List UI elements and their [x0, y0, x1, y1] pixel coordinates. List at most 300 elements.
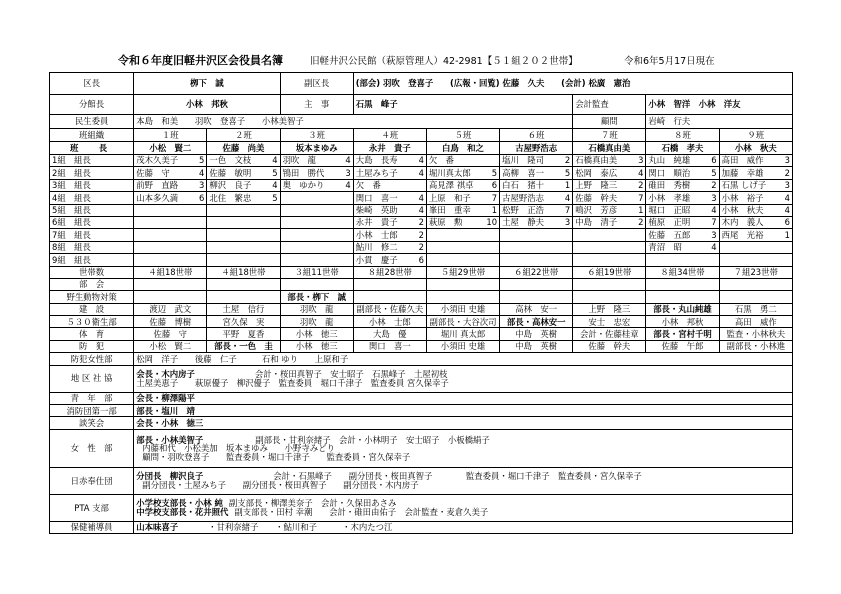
- kumicho-name: 鳴沢 芳彦: [573, 204, 629, 216]
- kumicho-name: 高柳 喜一: [500, 167, 556, 179]
- kumicho-name: [426, 254, 482, 266]
- kansa-names: 小林 智洋 小林 洋友: [646, 95, 793, 115]
- label-minsei: 民生委員: [50, 115, 134, 129]
- table-row: [50, 494, 793, 521]
- han-header: ７班: [573, 129, 646, 142]
- bukai-member: 小松 賢二: [134, 340, 207, 352]
- bunkan-name: 小林 邦秋: [134, 95, 280, 115]
- table-row: [50, 216, 793, 228]
- shobo-chief: 部長・塩川 靖: [134, 405, 793, 417]
- empty-cell: [646, 278, 719, 290]
- bukai-member: [573, 291, 646, 303]
- kumicho-name: [573, 229, 629, 241]
- table-row: [50, 278, 793, 290]
- kumicho-name: 鴇田 勝代: [280, 167, 336, 179]
- household-count: [336, 241, 353, 253]
- kumi-label: 3組 組長: [50, 179, 134, 191]
- minsei-names: 本島 和美 羽吹 登喜子 小林美智子: [134, 115, 573, 129]
- household-count: 3: [702, 192, 719, 204]
- bukai-member: 小須田 史雄: [426, 340, 499, 352]
- household-count: [190, 216, 207, 228]
- household-count: 3: [702, 229, 719, 241]
- bukai-member: 小須田 史雄: [426, 303, 499, 315]
- bukai-member: 会計・佐藤桂章: [573, 328, 646, 340]
- josei-line3: 顧問・羽吹登喜子 監査委員・堀口千津子 監査委員・宮久保幸子: [142, 451, 411, 462]
- chiku-members: [134, 365, 793, 392]
- table-row: [50, 429, 793, 467]
- household-count: [336, 216, 353, 228]
- bukai-member: 副部長・大谷次司: [426, 316, 499, 328]
- table-row: [50, 142, 793, 155]
- kumicho-name: 関口 喜一: [353, 192, 409, 204]
- kumicho-name: 柴崎 英助: [353, 204, 409, 216]
- hancho-name: 小林 秋夫: [719, 142, 792, 155]
- label-bunkan: 分館長: [50, 95, 134, 115]
- bukai-member: 中島 英樹: [500, 328, 573, 340]
- household-count: [190, 254, 207, 266]
- household-count: 1: [556, 179, 573, 191]
- pta-elementary-chair: 小学校支部長・小林 純: [136, 498, 223, 509]
- kumicho-name: 永井 貴子: [353, 216, 409, 228]
- han-header: １班: [134, 129, 207, 142]
- kumicho-name: 上野 隆三: [573, 179, 629, 191]
- kumicho-name: [500, 254, 556, 266]
- chiku-line2: 土屋美恵子 萩原優子 柳沢優子 監査委員 堀口千津子 監査委員 宮久保幸子: [136, 377, 449, 388]
- josei-members: [134, 429, 793, 467]
- label-hoken: 保健補導員: [50, 521, 134, 533]
- household-count: 1: [629, 204, 646, 216]
- setai-total: ５組29世帯: [426, 266, 499, 278]
- kumicho-name: 植原 正明: [646, 216, 702, 228]
- label-fuku: 副区長: [280, 73, 353, 95]
- household-count: 2: [409, 241, 426, 253]
- household-count: 5: [263, 167, 280, 179]
- label-bukai: 部 会: [50, 278, 134, 290]
- household-count: 4: [263, 179, 280, 191]
- bukai-member: 渡辺 武文: [134, 303, 207, 315]
- household-count: [190, 241, 207, 253]
- table-row: [50, 521, 793, 533]
- bukai-label: 建 設: [50, 303, 134, 315]
- household-count: [483, 254, 500, 266]
- household-count: 5: [702, 167, 719, 179]
- household-count: [483, 155, 500, 167]
- kumicho-name: 中島 清子: [573, 216, 629, 228]
- household-count: 6: [483, 179, 500, 191]
- table-row: [50, 73, 793, 95]
- bukai-label: 防 犯: [50, 340, 134, 352]
- kumicho-name: 欠 番: [353, 179, 409, 191]
- danwa-chair: 会長・小林 徳三: [134, 417, 793, 429]
- household-count: 5: [483, 167, 500, 179]
- hancho-name: 石橋 孝夫: [646, 142, 719, 155]
- table-row: [50, 179, 793, 191]
- label-hancho: 班 長: [50, 142, 134, 155]
- pta-line2: 副支部長・田村 幸潮 会計・碓田由佑子 会計監査・麦倉久美子: [234, 506, 489, 517]
- setai-total: ６組19世帯: [573, 266, 646, 278]
- kumicho-name: 前野 直路: [134, 179, 190, 191]
- kumicho-name: [207, 229, 263, 241]
- table-row: [50, 241, 793, 253]
- kumicho-name: [280, 192, 336, 204]
- kumicho-name: [573, 241, 629, 253]
- household-count: 6: [702, 155, 719, 167]
- bukai-member: [646, 291, 719, 303]
- kumicho-name: 萩原 勲: [426, 216, 482, 228]
- kumicho-name: [134, 204, 190, 216]
- setai-total: ４組18世帯: [134, 266, 207, 278]
- empty-cell: [134, 278, 207, 290]
- table-row: [50, 353, 793, 365]
- bukai-member: 平野 夏香: [207, 328, 280, 340]
- kumicho-name: [280, 241, 336, 253]
- household-count: 5: [263, 192, 280, 204]
- kumi-label: 2組 組長: [50, 167, 134, 179]
- kumicho-name: 松岡 泰広: [573, 167, 629, 179]
- kumicho-name: [134, 216, 190, 228]
- kumicho-name: 山本多久満: [134, 192, 190, 204]
- table-row: [50, 167, 793, 179]
- kumicho-name: 土屋みち子: [353, 167, 409, 179]
- komon-name: 岩崎 行夫: [646, 115, 793, 129]
- hancho-name: 永井 貴子: [353, 142, 426, 155]
- bouhan-josei-members: 松岡 洋子 後藤 仁子 石和 ゆり 上原和子: [134, 353, 793, 365]
- household-count: 5: [556, 167, 573, 179]
- bukai-member: 監査・小林秋夫: [719, 328, 792, 340]
- kumicho-name: 高見澤 祺卓: [426, 179, 482, 191]
- kumicho-name: 上原 和子: [426, 192, 482, 204]
- table-row: [50, 417, 793, 429]
- empty-cell: [426, 278, 499, 290]
- label-shobo: 消防団第一部: [50, 405, 134, 417]
- household-count: 4: [336, 179, 353, 191]
- kumicho-name: 小林 秋夫: [719, 204, 775, 216]
- household-count: 4: [409, 192, 426, 204]
- label-kansa: 会計監査: [573, 95, 646, 115]
- bukai-member: 堀川 真太郎: [426, 328, 499, 340]
- bukai-label: ５３０衛生部: [50, 316, 134, 328]
- label-han-soshiki: 班組織: [50, 129, 134, 142]
- table-row: [50, 115, 793, 129]
- label-danwa: 談笑会: [50, 417, 134, 429]
- han-header: ４班: [353, 129, 426, 142]
- pta-line1: 副支部長・柳澤美奈子 会計・久保田あさみ: [228, 498, 397, 509]
- bukai-member: [353, 291, 426, 303]
- kumicho-name: 佐藤 守: [134, 167, 190, 179]
- table-row: [50, 155, 793, 167]
- household-count: 6: [190, 192, 207, 204]
- household-count: [190, 204, 207, 216]
- household-count: [336, 254, 353, 266]
- household-count: 4: [190, 167, 207, 179]
- kumicho-name: 堀川真太郎: [426, 167, 482, 179]
- label-chiku: 地 区 社 協: [50, 365, 134, 392]
- household-count: [556, 254, 573, 266]
- bukai-member: 上野 隆三: [573, 303, 646, 315]
- bukai-label: 体 育: [50, 328, 134, 340]
- kumicho-name: [426, 229, 482, 241]
- household-count: [629, 241, 646, 253]
- table-row: [50, 365, 793, 392]
- kumicho-name: [500, 229, 556, 241]
- household-count: [263, 204, 280, 216]
- household-count: 4: [775, 192, 792, 204]
- table-row: [50, 467, 793, 494]
- kumicho-name: 松野 正浩: [500, 204, 556, 216]
- table-row: [50, 340, 793, 352]
- household-count: 2: [556, 155, 573, 167]
- household-count: 3: [775, 179, 792, 191]
- table-row: [50, 229, 793, 241]
- setai-total: ８組34世帯: [646, 266, 719, 278]
- hancho-name: 佐藤 尚美: [207, 142, 280, 155]
- kumicho-name: [207, 241, 263, 253]
- kumicho-name: 丸山 純雄: [646, 155, 702, 167]
- household-count: 4: [775, 204, 792, 216]
- roster-table: [49, 72, 793, 534]
- kumi-label: 1組 組長: [50, 155, 134, 167]
- table-row: [50, 291, 793, 303]
- kumi-label: 4組 組長: [50, 192, 134, 204]
- kumicho-name: 小貫 慶子: [353, 254, 409, 266]
- household-count: 3: [629, 155, 646, 167]
- bukai-member: 佐藤 午郎: [646, 340, 719, 352]
- kumicho-name: 碓田 秀樹: [646, 179, 702, 191]
- household-count: 1: [775, 229, 792, 241]
- bukai-member: 小林 徳三: [280, 328, 353, 340]
- household-count: 10: [483, 216, 500, 228]
- household-count: 4: [263, 155, 280, 167]
- kumicho-name: 一色 文枝: [207, 155, 263, 167]
- fuku-names: (部会) 羽吹 登喜子 (広報・回覧) 佐藤 久夫 (会計) 松廣 憲治: [353, 73, 792, 95]
- han-header: ９班: [719, 129, 792, 142]
- empty-cell: [353, 278, 426, 290]
- kumicho-name: 西尾 光裕: [719, 229, 775, 241]
- household-count: 3: [556, 216, 573, 228]
- kumicho-name: 塩川 隆司: [500, 155, 556, 167]
- han-header: ８班: [646, 129, 719, 142]
- han-header: ２班: [207, 129, 280, 142]
- household-count: 4: [409, 167, 426, 179]
- kumicho-name: 小林 士郎: [353, 229, 409, 241]
- chiku-chair: 会長・木内房子: [136, 369, 195, 380]
- bukai-member: 羽吹 龍: [280, 303, 353, 315]
- household-count: [483, 241, 500, 253]
- label-seinen: 青 年 部: [50, 392, 134, 404]
- kumicho-name: [207, 254, 263, 266]
- kumicho-name: 石橋真由美: [573, 155, 629, 167]
- kumicho-name: 古屋野浩志: [500, 192, 556, 204]
- bukai-member: 関口 喜一: [353, 340, 426, 352]
- document-date: 令和6年5月17日現在: [624, 56, 715, 67]
- household-count: [263, 254, 280, 266]
- kumicho-name: 奥 ゆかり: [280, 179, 336, 191]
- kumicho-name: [280, 254, 336, 266]
- bukai-member: 高田 威作: [719, 316, 792, 328]
- kumicho-name: [280, 229, 336, 241]
- bukai-member: 中島 英樹: [500, 340, 573, 352]
- household-count: [263, 216, 280, 228]
- bukai-member: 佐藤 幹夫: [573, 340, 646, 352]
- pta-members: [134, 494, 793, 521]
- kumicho-name: 羽吹 龍: [280, 155, 336, 167]
- nisseki-members: [134, 467, 793, 494]
- bukai-member: 部長・丸山純雄: [646, 303, 719, 315]
- han-header: ３班: [280, 129, 353, 142]
- household-count: 4: [409, 204, 426, 216]
- bukai-member: 小林 邦秋: [646, 316, 719, 328]
- kumicho-name: [134, 241, 190, 253]
- label-bouhan-josei: 防犯女性部: [50, 353, 134, 365]
- empty-cell: [719, 278, 792, 290]
- table-row: [50, 392, 793, 404]
- kumicho-name: 佐藤 五郎: [646, 229, 702, 241]
- household-count: 4: [702, 241, 719, 253]
- kumicho-name: 小林 裕子: [719, 192, 775, 204]
- nisseki-line2: 副分団長・土屋みち子 副分団長・桜田真智子 副分団長・木内房子: [142, 479, 419, 490]
- household-count: [263, 241, 280, 253]
- label-komon: 顧問: [573, 115, 646, 129]
- kumicho-name: 欠 番: [426, 155, 482, 167]
- setai-total: ３組11世帯: [280, 266, 353, 278]
- setai-total: ７組23世帯: [719, 266, 792, 278]
- bukai-member: 宮久保 実: [207, 316, 280, 328]
- household-count: 1: [483, 204, 500, 216]
- household-count: 2: [409, 216, 426, 228]
- kumicho-name: 佐藤 敏明: [207, 167, 263, 179]
- household-count: [483, 229, 500, 241]
- table-row: [50, 204, 793, 216]
- setai-total: ４組18世帯: [207, 266, 280, 278]
- bukai-member: 部長・高林安一: [500, 316, 573, 328]
- bukai-member: 部長・栁下 誠: [280, 291, 353, 303]
- table-row: [50, 254, 793, 266]
- household-count: [556, 241, 573, 253]
- bukai-member: [207, 291, 280, 303]
- label-shuji: 主 事: [280, 95, 353, 115]
- kumicho-name: 峯田 重幸: [426, 204, 482, 216]
- label-pta: PTA 支部: [50, 494, 134, 521]
- document-title: 令和６年度旧軽井沢区会役員名簿: [118, 54, 283, 67]
- kucho-name: 栁下 誠: [134, 73, 280, 95]
- bukai-member: 小林 士郎: [353, 316, 426, 328]
- han-header: ５班: [426, 129, 499, 142]
- bukai-member: 羽吹 龍: [280, 316, 353, 328]
- label-setai: 世帯数: [50, 266, 134, 278]
- label-kucho: 区長: [50, 73, 134, 95]
- setai-total: ８組28世帯: [353, 266, 426, 278]
- kumicho-name: 北住 繁忠: [207, 192, 263, 204]
- household-count: [263, 229, 280, 241]
- table-row: [50, 303, 793, 315]
- kumicho-name: [207, 216, 263, 228]
- household-count: 2: [409, 229, 426, 241]
- kumicho-name: [207, 204, 263, 216]
- household-count: 3: [336, 167, 353, 179]
- bukai-label: 野生動物対策: [50, 291, 134, 303]
- household-count: 7: [483, 192, 500, 204]
- kumicho-name: [646, 254, 702, 266]
- kumicho-name: 堀口 正昭: [646, 204, 702, 216]
- empty-cell: [280, 278, 353, 290]
- josei-chair: 部長・小林美智子: [136, 434, 204, 445]
- household-count: 3: [775, 155, 792, 167]
- kumicho-name: [573, 254, 629, 266]
- household-count: [336, 229, 353, 241]
- document-header: [0, 49, 841, 69]
- setai-total: ６組22世帯: [500, 266, 573, 278]
- empty-cell: [500, 278, 573, 290]
- label-josei: 女 性 部: [50, 429, 134, 467]
- table-row: [50, 129, 793, 142]
- kumicho-name: 柳沢 良子: [207, 179, 263, 191]
- kumi-label: 9組 組長: [50, 254, 134, 266]
- household-count: 4: [556, 192, 573, 204]
- bukai-member: 佐藤 博樹: [134, 316, 207, 328]
- hancho-name: 白鳥 和之: [426, 142, 499, 155]
- table-row: [50, 405, 793, 417]
- kumicho-name: [280, 216, 336, 228]
- table-row: [50, 95, 793, 115]
- household-count: 2: [629, 179, 646, 191]
- household-count: 6: [775, 216, 792, 228]
- kumicho-name: 佐藤 幹夫: [573, 192, 629, 204]
- kumicho-name: 関口 順治: [646, 167, 702, 179]
- kumicho-name: 茂木久美子: [134, 155, 190, 167]
- kumi-label: 7組 組長: [50, 229, 134, 241]
- household-count: 4: [336, 155, 353, 167]
- household-count: 5: [190, 155, 207, 167]
- josei-line2: 内藤和代 小松美加 坂本まゆみ 小野寺みどり: [142, 443, 335, 454]
- bukai-member: 部長・宮村千明: [646, 328, 719, 340]
- han-header: ６班: [500, 129, 573, 142]
- household-count: [336, 192, 353, 204]
- table-row: [50, 328, 793, 340]
- bukai-member: [426, 291, 499, 303]
- bukai-member: 安士 忠宏: [573, 316, 646, 328]
- household-count: 4: [629, 167, 646, 179]
- bukai-member: 高林 安一: [500, 303, 573, 315]
- kumicho-name: 木内 義人: [719, 216, 775, 228]
- household-count: [409, 179, 426, 191]
- hoken-others: ・甘利奈緒子 ・鮎川和子 ・木内たつ江: [208, 522, 393, 533]
- nisseki-chair: 分団長 柳沢良子: [136, 471, 204, 482]
- kumicho-name: [719, 241, 775, 253]
- kumi-label: 6組 組長: [50, 216, 134, 228]
- kumicho-name: [426, 241, 482, 253]
- household-count: 4: [409, 155, 426, 167]
- kumi-label: 8組 組長: [50, 241, 134, 253]
- bukai-member: 佐藤 守: [134, 328, 207, 340]
- bukai-member: [134, 291, 207, 303]
- bukai-member: [500, 291, 573, 303]
- household-count: 3: [190, 179, 207, 191]
- chiku-line1: 会計・桜田真智子 安士昭子 石黒峰子 土屋初枝: [254, 369, 448, 380]
- kumicho-name: [500, 241, 556, 253]
- household-count: 7: [556, 204, 573, 216]
- empty-cell: [573, 278, 646, 290]
- household-count: 7: [702, 216, 719, 228]
- seinen-chair: 会長・柳澤陽平: [134, 392, 793, 404]
- bukai-member: 土屋 信行: [207, 303, 280, 315]
- table-row: [50, 192, 793, 204]
- household-count: [775, 254, 792, 266]
- empty-cell: [207, 278, 280, 290]
- kumi-label: 5組 組長: [50, 204, 134, 216]
- kumicho-name: [134, 254, 190, 266]
- kumicho-name: 白石 猪十: [500, 179, 556, 191]
- household-count: 7: [629, 192, 646, 204]
